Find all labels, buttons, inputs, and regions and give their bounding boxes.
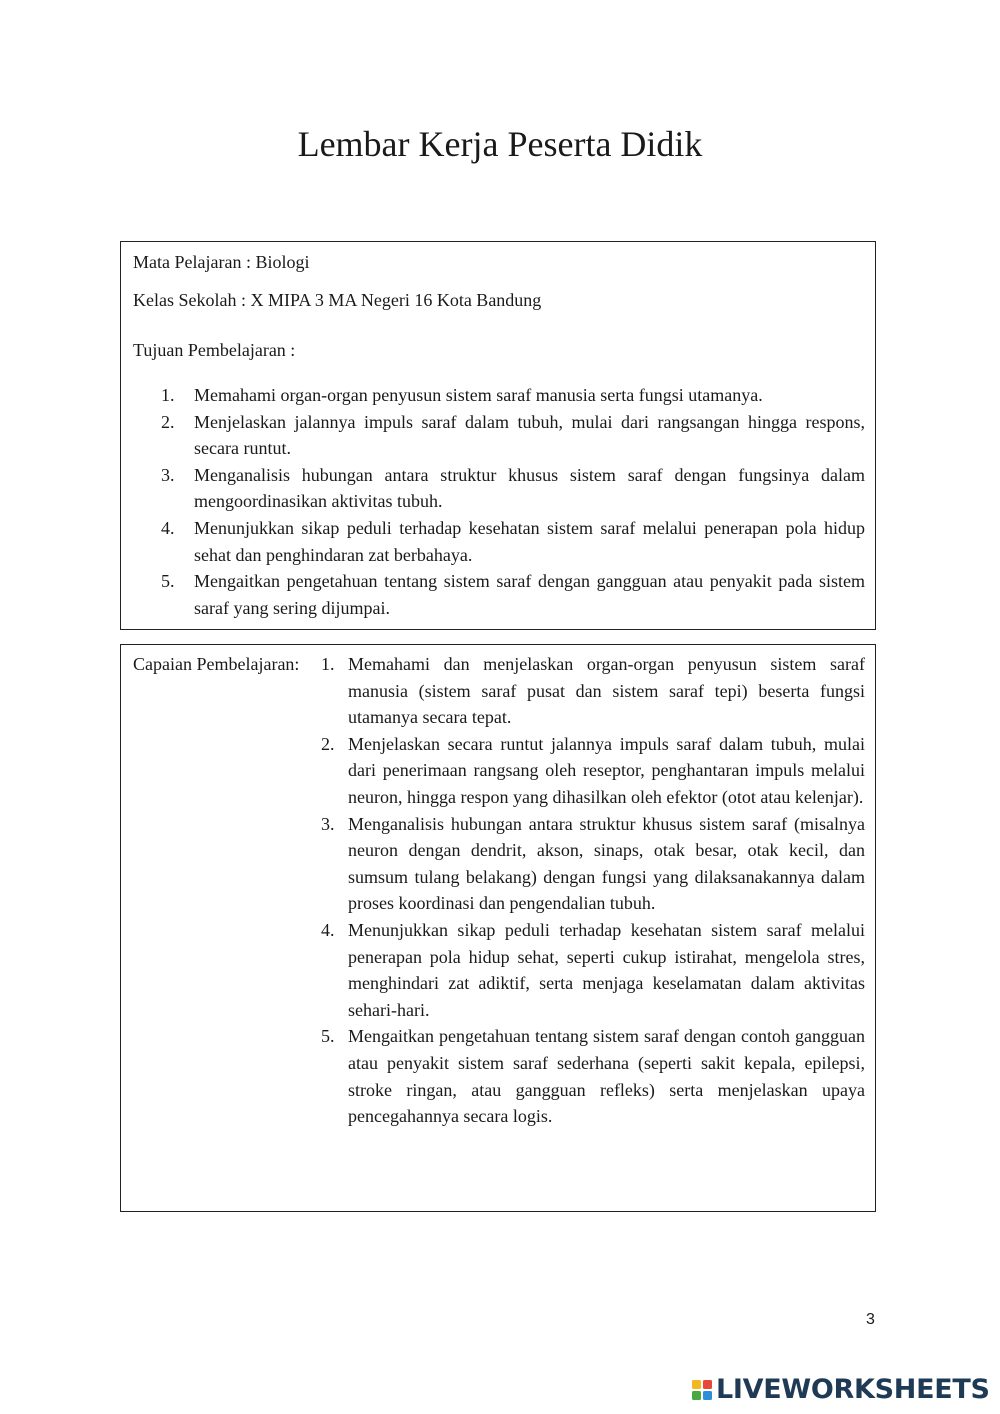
list-item [161,568,865,621]
list-number: 1. [161,385,175,405]
page-number: 3 [866,1311,875,1328]
list-number: 5. [161,571,175,592]
list-text: Memahami dan menjelaskan organ-organ penyusun sistem saraf manusia (sistem saraf pusat dan sistem saraf tepi) beserta fungsi utamanya secara tepat. [348,654,865,728]
logo-square [703,1391,712,1400]
list-item [321,651,865,731]
outcomes-label: Capaian Pembelajaran: [133,654,300,674]
info-box [120,241,876,630]
list-item [161,515,865,568]
list-number: 4. [161,517,175,538]
list-number: 2. [161,411,175,432]
liveworksheets-logo[interactable] [692,1374,990,1406]
list-number: 3. [321,813,335,834]
list-number: 1. [321,654,335,674]
list-text: Menganalisis hubungan antara struktur khusus sistem saraf dengan fungsinya dalam mengoordinasikan aktivitas tubuh. [194,464,865,512]
list-number: 4. [321,919,335,940]
list-number: 3. [161,464,175,485]
logo-grid-icon [692,1380,712,1400]
list-text: Mengaitkan pengetahuan tentang sistem saraf dengan gangguan atau penyakit pada sistem saraf yang sering dijumpai. [194,571,865,618]
list-item [321,731,865,811]
list-text: Menjelaskan jalannya impuls saraf dalam tubuh, mulai dari rangsangan hingga respons, secara runtut. [194,411,865,459]
list-item [161,409,865,462]
list-item [321,917,865,1023]
list-text: Menunjukkan sikap peduli terhadap kesehatan sistem saraf melalui penerapan pola hidup sehat dan penghindaran zat berbahaya. [194,517,865,565]
page-title: Lembar Kerja Peserta Didik [297,124,703,164]
list-item [161,382,865,409]
list-number: 2. [321,733,335,754]
list-text: Memahami organ-organ penyusun sistem saraf manusia serta fungsi utamanya. [194,385,763,405]
list-number: 5. [321,1026,335,1047]
list-text: Menganalisis hubungan antara struktur khusus sistem saraf (misalnya neuron dengan dendrit, akson, sinaps, otak besar, otak kecil, dan sumsum tulang belakang) dengan fungsi yang dilaksanakannya dalam proses koordinasi dan pengendalian tubuh. [348,813,865,914]
logo-square [703,1380,712,1389]
outcomes-box [120,644,876,1212]
logo-square [692,1391,701,1400]
objectives-list [161,382,865,621]
list-text: Menunjukkan sikap peduli terhadap kesehatan sistem saraf melalui penerapan pola hidup sehat, seperti cukup istirahat, mengelola stres, menghindari zat adiktif, serta menjaga keselamatan dalam aktivitas sehari-hari. [348,919,865,1020]
list-text: Menjelaskan secara runtut jalannya impuls saraf dalam tubuh, mulai dari penerimaan rangsang oleh reseptor, penghantaran impuls melalui neuron, hingga respon yang dihasilkan oleh efektor (otot atau kelenjar). [348,733,865,807]
logo-square [692,1380,701,1389]
outcomes-list [321,651,865,1130]
objectives-label: Tujuan Pembelajaran : [133,340,296,360]
list-item [161,462,865,515]
subject-line: Mata Pelajaran : Biologi [133,252,310,272]
class-line: Kelas Sekolah : X MIPA 3 MA Negeri 16 Kota Bandung [133,290,542,310]
list-text: Mengaitkan pengetahuan tentang sistem saraf dengan contoh gangguan atau penyakit sistem saraf sederhana (seperti sakit kepala, epilepsi, stroke ringan, atau gangguan refleks) serta menjelaskan upaya pencegahannya secara logis. [348,1026,865,1127]
list-item [321,811,865,917]
list-item [321,1023,865,1129]
logo-text: LIVEWORKSHEETS [716,1374,990,1405]
